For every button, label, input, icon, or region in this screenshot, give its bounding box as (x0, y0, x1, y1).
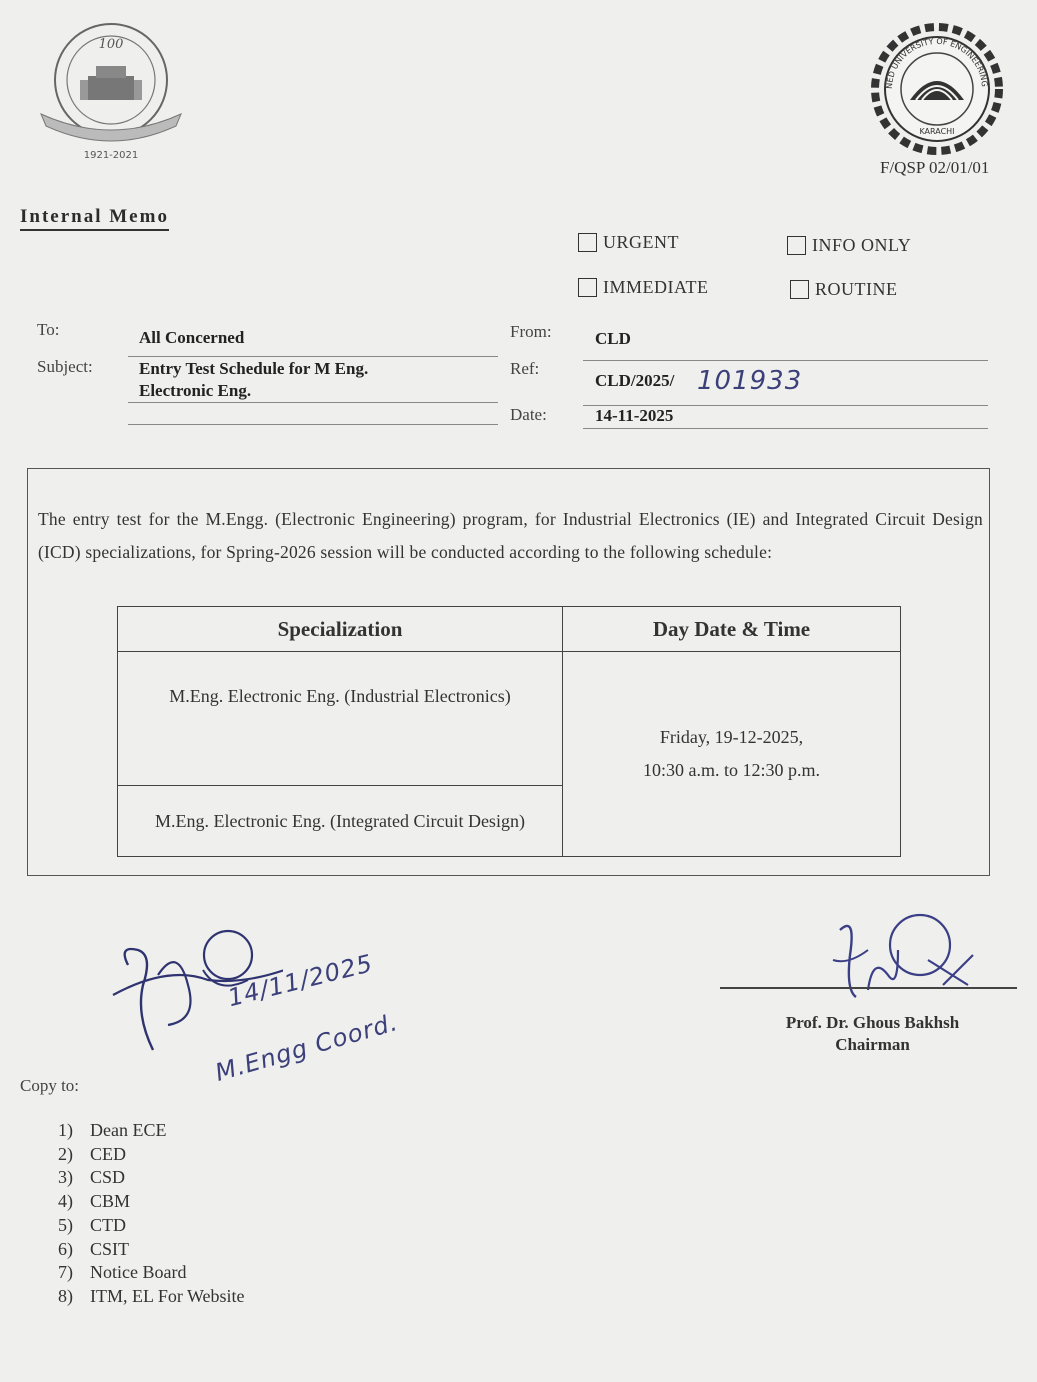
schedule-time-range: 10:30 a.m. to 12:30 p.m. (643, 760, 820, 780)
copy-to-list (58, 1119, 245, 1309)
specialization-ie: M.Eng. Electronic Eng. (Industrial Electronics) (118, 652, 563, 786)
copy-to-label: Copy to: (20, 1076, 80, 1095)
schedule-table (117, 606, 901, 857)
list-item: 7) Notice Board (58, 1262, 187, 1283)
list-item: 2) CED (58, 1143, 126, 1164)
svg-text:100: 100 (98, 37, 124, 52)
checkbox-box-icon (787, 236, 806, 255)
table-header-row (118, 607, 901, 652)
subject-line-2: Electronic Eng. (139, 381, 252, 400)
subject-label: Subject: (37, 357, 93, 376)
subject-line-1: Entry Test Schedule for M Eng. (139, 359, 369, 378)
routine-label: ROUTINE (815, 279, 898, 299)
ref-handwritten-number: 101933 (697, 366, 803, 396)
urgent-label: URGENT (603, 232, 679, 252)
svg-text:1921-2021: 1921-2021 (83, 150, 139, 161)
list-item: 4) CBM (58, 1191, 131, 1212)
signatory-name: Prof. Dr. Ghous Bakhsh (785, 1013, 960, 1032)
header-specialization: Specialization (118, 607, 563, 652)
centenary-logo (36, 18, 186, 163)
schedule-time-cell (563, 652, 901, 857)
checkbox-box-icon (578, 233, 597, 252)
svg-text:NED UNIVERSITY OF ENGINEERING: NED UNIVERSITY OF ENGINEERING (884, 36, 990, 90)
from-label: From: (510, 322, 552, 341)
handwritten-date: 14/11/2025 (225, 949, 376, 1013)
list-item: 6) CSIT (58, 1238, 130, 1259)
urgent-checkbox[interactable] (578, 232, 679, 253)
list-item: 5) CTD (58, 1214, 126, 1235)
svg-text:KARACHI: KARACHI (919, 127, 955, 136)
list-item: 1) Dean ECE (58, 1120, 167, 1140)
info-only-checkbox[interactable] (787, 235, 911, 256)
handwritten-role: M.Engg Coord. (212, 1007, 402, 1087)
to-value: All Concerned (139, 328, 245, 347)
checkbox-box-icon (790, 280, 809, 299)
ref-value: CLD/2025/ (595, 371, 675, 390)
signatory-block (740, 1012, 1005, 1056)
body-paragraph: The entry test for the M.Engg. (Electronic Engineering) program, for Industrial Electronics (IE) and Integrated Circuit Design (ICD) specializations, for Spring-2026 session will be conducted according to the following schedule: (38, 509, 983, 562)
memo-title: Internal Memo (20, 206, 169, 231)
info-only-label: INFO ONLY (812, 235, 912, 255)
date-value: 14-11-2025 (595, 406, 674, 425)
immediate-checkbox[interactable] (578, 277, 709, 298)
table-row (118, 652, 901, 786)
ref-label: Ref: (510, 359, 540, 378)
schedule-day-date: Friday, 19-12-2025, (659, 727, 804, 747)
immediate-label: IMMEDIATE (603, 277, 709, 297)
to-label: To: (37, 320, 60, 339)
checkbox-box-icon (578, 278, 597, 297)
date-label: Date: (510, 405, 547, 424)
signature-line (720, 987, 1017, 989)
from-value: CLD (595, 329, 631, 348)
routine-checkbox[interactable] (790, 279, 898, 300)
chairman-signature (828, 905, 988, 1000)
header-day-date-time: Day Date & Time (563, 607, 901, 652)
form-number: F/QSP 02/01/01 (880, 158, 990, 177)
list-item: 8) ITM, EL For Website (58, 1285, 245, 1306)
university-seal (870, 22, 1005, 157)
signatory-title: Chairman (835, 1035, 910, 1054)
specialization-icd: M.Eng. Electronic Eng. (Integrated Circuit Design) (118, 786, 563, 857)
list-item: 3) CSD (58, 1167, 126, 1188)
